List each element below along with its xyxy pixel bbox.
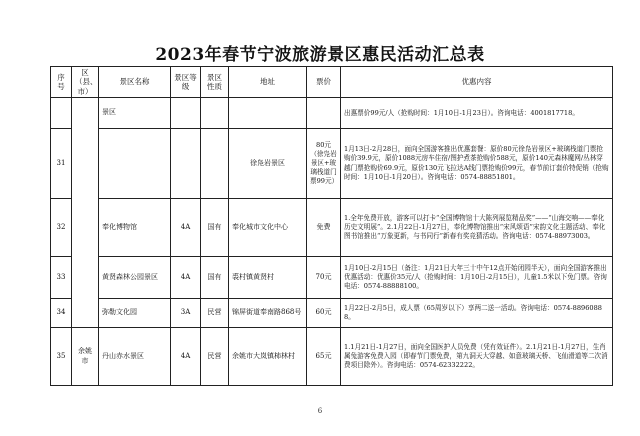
cell-price: 80元（徐凫岩景区+玻璃栈道门票99元） bbox=[307, 129, 341, 199]
cell-district: 余姚市 bbox=[72, 328, 99, 386]
cell-no: 31 bbox=[51, 129, 72, 199]
cell-scenic-name: 黄贤森林公园景区 bbox=[99, 257, 171, 299]
cell-nature: 民营 bbox=[201, 299, 229, 328]
page-number: 6 bbox=[317, 407, 323, 415]
cell-no: 32 bbox=[51, 199, 72, 257]
cell-nature bbox=[201, 129, 229, 199]
cell-nature bbox=[201, 98, 229, 129]
header-grade: 景区等级 bbox=[171, 67, 201, 98]
cell-address: 余姚市大岚镇柿林村 bbox=[229, 328, 307, 386]
cell-address: 裘村镇黄贤村 bbox=[229, 257, 307, 299]
cell-address: 徐凫岩景区 bbox=[229, 129, 307, 199]
header-price: 票价 bbox=[307, 67, 341, 98]
cell-offer: 1月10日-2月15日（备注：1月21日大年三十中午12点开始闭园半天），面向全国游客推出优惠活动：优惠价35元/人（抢购时间：1月10日-2月15日），儿童1.5米以下免门票。咨询电话：0574-88888100。 bbox=[341, 257, 613, 299]
cell-grade bbox=[171, 98, 201, 129]
table-row bbox=[51, 328, 613, 386]
table-row bbox=[51, 257, 613, 299]
cell-grade bbox=[171, 129, 201, 199]
table-row bbox=[51, 129, 613, 199]
cell-nature: 国有 bbox=[201, 257, 229, 299]
cell-address bbox=[229, 98, 307, 129]
cell-scenic-name: 弥勒文化园 bbox=[99, 299, 171, 328]
header-district: 区（县、市） bbox=[72, 67, 99, 98]
cell-no bbox=[51, 98, 72, 129]
header-scenic-name: 景区名称 bbox=[99, 67, 171, 98]
cell-district bbox=[72, 98, 99, 328]
cell-no: 35 bbox=[51, 328, 72, 386]
cell-grade: 3A bbox=[171, 299, 201, 328]
cell-grade: 4A bbox=[171, 199, 201, 257]
cell-price: 免费 bbox=[307, 199, 341, 257]
table-row bbox=[51, 299, 613, 328]
header-offer: 优惠内容 bbox=[341, 67, 613, 98]
cell-scenic-name bbox=[99, 129, 171, 199]
cell-scenic-name: 丹山赤水景区 bbox=[99, 328, 171, 386]
header-address: 地址 bbox=[229, 67, 307, 98]
cell-grade: 4A bbox=[171, 257, 201, 299]
cell-grade: 4A bbox=[171, 328, 201, 386]
table-row bbox=[51, 98, 613, 129]
header-row bbox=[51, 67, 613, 98]
cell-offer: 1月13日-2月28日，面向全国游客推出优惠套餐：原价80元徐凫岩景区+玻璃栈道门票抢购价39.9元，原价1088元房车住宿/图护煮茶抢购价588元，原价140元森林魔网/丛林穿越门票抢购价69.9元，原价130元飞拉达A线门票抢购价99元，春节前订套价特促销（抢购时间：1月10日-1月20日）。咨询电话：0574-88851801。 bbox=[341, 129, 613, 199]
summary-table bbox=[50, 66, 613, 386]
header-nature: 景区性质 bbox=[201, 67, 229, 98]
table-row bbox=[51, 199, 613, 257]
page-title: 2023年春节宁波旅游景区惠民活动汇总表 bbox=[155, 45, 485, 65]
cell-scenic-name: 景区 bbox=[99, 98, 171, 129]
cell-price bbox=[307, 98, 341, 129]
cell-offer: 1.全年免费开放，游客可以打卡“全国博物馆十大陈列展览精品奖”——“山海交响——奉化历史文明展”。2.1月22日-1月27日，奉化博物馆推出“宋风颂语”宋韵文化主题活动、奉化图书馆推出“万象更新，与书同行”新春有奖竞猜活动。咨询电话：0574-88973003。 bbox=[341, 199, 613, 257]
cell-offer: 1月22日-2月5日，成人票（65周岁以下）享两二送一活动。咨询电话：0574-88960888。 bbox=[341, 299, 613, 328]
cell-address: 锦屏街道奉南路868号 bbox=[229, 299, 307, 328]
cell-offer: 出惠票价99元/人（抢购时间：1月10日-1月23日）。咨询电话：4001817718。 bbox=[341, 98, 613, 129]
cell-price: 65元 bbox=[307, 328, 341, 386]
cell-scenic-name: 奉化博物馆 bbox=[99, 199, 171, 257]
cell-offer: 1.1月21日-1月27日，面向全国医护人员免费（凭有效证件）。2.1月21日-1月27日，生肖属兔游客免费入园（即春节门票免费，第九洞天大穿越、如意玻璃天桥、飞仙滑道等二次消费项目除外）。咨询电话：0574-62332222。 bbox=[341, 328, 613, 386]
cell-address: 奉化城市文化中心 bbox=[229, 199, 307, 257]
cell-nature: 国有 bbox=[201, 199, 229, 257]
cell-no: 33 bbox=[51, 257, 72, 299]
header-no: 序号 bbox=[51, 67, 72, 98]
cell-price: 70元 bbox=[307, 257, 341, 299]
cell-price: 60元 bbox=[307, 299, 341, 328]
cell-no: 34 bbox=[51, 299, 72, 328]
cell-nature: 民营 bbox=[201, 328, 229, 386]
